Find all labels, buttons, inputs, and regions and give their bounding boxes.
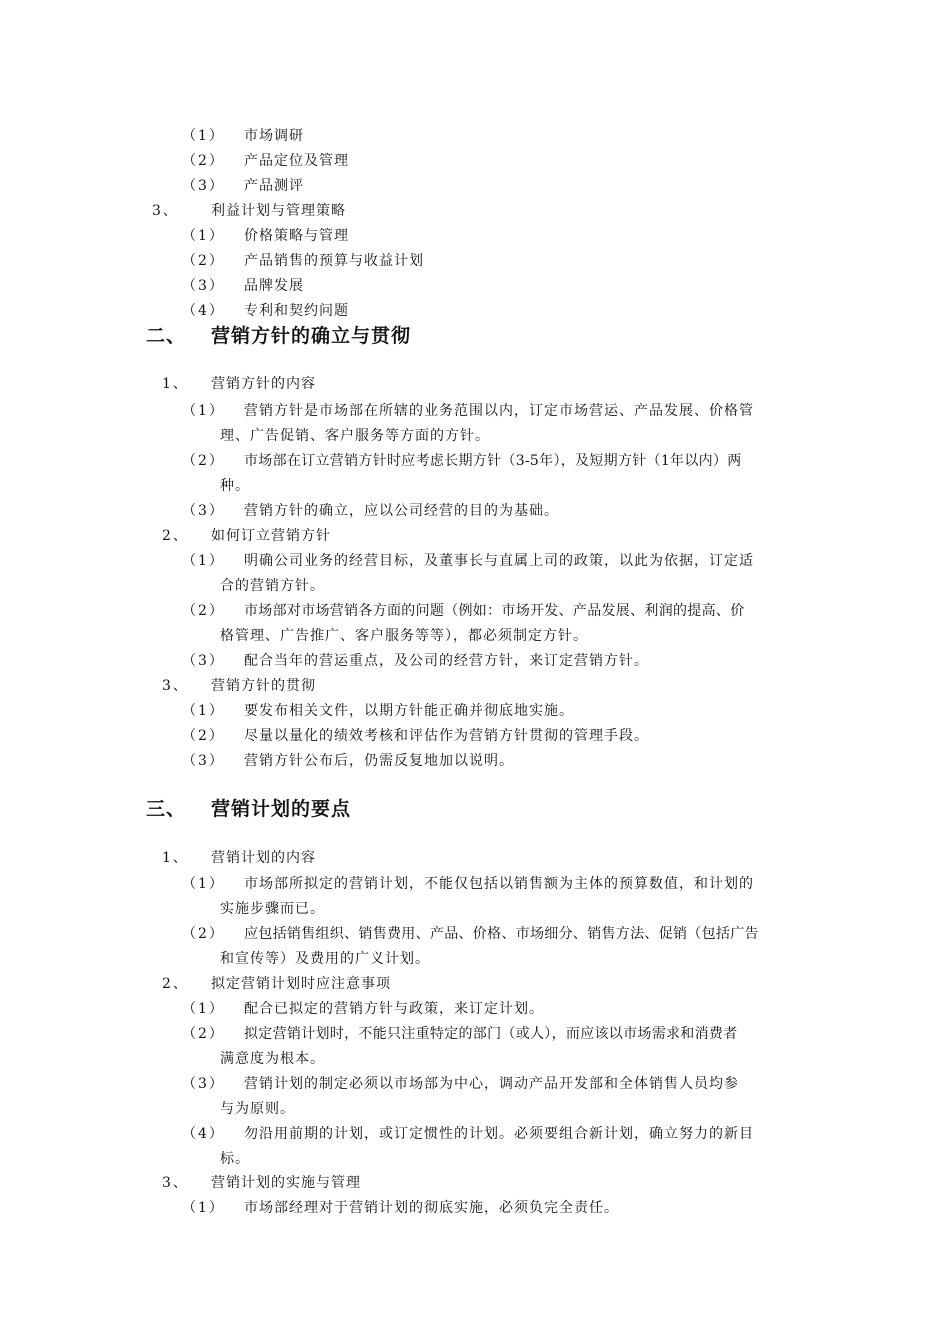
item-text-continued: 与为原则。 (220, 1101, 295, 1117)
section-number: 二、 (146, 325, 187, 347)
item-number: （1） (182, 703, 225, 719)
item-text: 市场部所拟定的营销计划，不能仅包括以销售额为主体的预算数值，和计划的 (244, 876, 754, 892)
item-number: （2） (182, 253, 225, 269)
subsection-title: 利益计划与管理策略 (211, 203, 346, 219)
item-text: 勿沿用前期的计划，或订定惯性的计划。必须要组合新计划，确立努力的新目 (244, 1126, 754, 1142)
item-number: （1） (182, 1200, 225, 1216)
subsection-number: 1、 (162, 850, 189, 866)
subsection-number: 3、 (162, 1175, 189, 1191)
item-text: 市场部在订立营销方针时应考虑长期方针（3-5年），及短期方针（1年以内）两 (244, 453, 742, 469)
item-text-continued: 和宣传等）及费用的广义计划。 (220, 951, 430, 967)
item-text: 品牌发展 (244, 278, 304, 294)
subsection-number: 2、 (162, 976, 189, 992)
item-number: （4） (182, 303, 225, 319)
subsection-title: 营销方针的贯彻 (211, 678, 316, 694)
item-number: （2） (182, 153, 225, 169)
item-text-continued: 满意度为根本。 (220, 1051, 325, 1067)
subsection-title: 营销计划的实施与管理 (211, 1175, 361, 1191)
subsection-number: 3、 (162, 678, 189, 694)
item-text: 要发布相关文件，以期方针能正确并彻底地实施。 (244, 703, 574, 719)
item-text: 配合当年的营运重点，及公司的经营方针，来订定营销方针。 (244, 653, 649, 669)
item-text: 市场部对市场营销各方面的问题（例如：市场开发、产品发展、利润的提高、价 (244, 603, 745, 619)
item-text: 营销方针的确立，应以公司经营的目的为基础。 (244, 503, 559, 519)
item-text: 营销计划的制定必须以市场部为中心，调动产品开发部和全体销售人员均参 (244, 1076, 739, 1092)
item-number: （2） (182, 1026, 225, 1042)
item-number: （4） (182, 1126, 225, 1142)
item-text: 市场调研 (244, 128, 304, 144)
item-text: 营销方针是市场部在所辖的业务范围以内，订定市场营运、产品发展、价格管 (244, 403, 754, 419)
item-text: 拟定营销计划时，不能只注重特定的部门（或人），而应该以市场需求和消费者 (244, 1026, 738, 1042)
subsection-title: 如何订立营销方针 (211, 528, 331, 544)
item-text: 产品定位及管理 (244, 153, 349, 169)
item-text-continued: 种。 (220, 478, 250, 494)
item-number: （2） (182, 453, 225, 469)
item-number: （2） (182, 926, 225, 942)
item-number: （1） (182, 1001, 225, 1017)
item-number: （3） (182, 178, 225, 194)
item-number: （1） (182, 876, 225, 892)
item-number: （3） (182, 503, 225, 519)
item-text: 专利和契约问题 (244, 303, 349, 319)
item-text-continued: 合的营销方针。 (220, 578, 325, 594)
item-number: （3） (182, 1076, 225, 1092)
section-number: 三、 (146, 798, 187, 820)
item-number: （3） (182, 653, 225, 669)
subsection-title: 营销计划的内容 (211, 850, 316, 866)
item-number: （3） (182, 753, 225, 769)
item-number: （1） (182, 553, 225, 569)
item-text: 明确公司业务的经营目标，及董事长与直属上司的政策，以此为依据，订定适 (244, 553, 754, 569)
item-text: 价格策略与管理 (244, 228, 349, 244)
section-title: 营销方针的确立与贯彻 (211, 325, 412, 347)
item-text: 尽量以量化的绩效考核和评估作为营销方针贯彻的管理手段。 (244, 728, 649, 744)
item-text: 应包括销售组织、销售费用、产品、价格、市场细分、销售方法、促销（包括广告 (244, 926, 759, 942)
subsection-number: 1、 (162, 376, 189, 392)
item-number: （2） (182, 728, 225, 744)
subsection-title: 拟定营销计划时应注意事项 (211, 976, 391, 992)
item-text-continued: 理、广告促销、客户服务等方面的方针。 (220, 428, 490, 444)
subsection-title: 营销方针的内容 (211, 376, 316, 392)
section-title: 营销计划的要点 (211, 798, 352, 820)
item-number: （3） (182, 278, 225, 294)
item-text: 产品销售的预算与收益计划 (244, 253, 424, 269)
item-text-continued: 格管理、广告推广、客户服务等等），都必须制定方针。 (220, 628, 588, 644)
item-number: （1） (182, 128, 225, 144)
item-text: 产品测评 (244, 178, 304, 194)
item-number: （1） (182, 403, 225, 419)
item-text-continued: 实施步骤而已。 (220, 901, 325, 917)
subsection-number: 3、 (152, 203, 179, 219)
item-number: （1） (182, 228, 225, 244)
item-number: （2） (182, 603, 225, 619)
item-text: 营销方针公布后，仍需反复地加以说明。 (244, 753, 514, 769)
item-text: 配合已拟定的营销方针与政策，来订定计划。 (244, 1001, 544, 1017)
item-text-continued: 标。 (220, 1151, 250, 1167)
item-text: 市场部经理对于营销计划的彻底实施，必须负完全责任。 (244, 1200, 619, 1216)
subsection-number: 2、 (162, 528, 189, 544)
